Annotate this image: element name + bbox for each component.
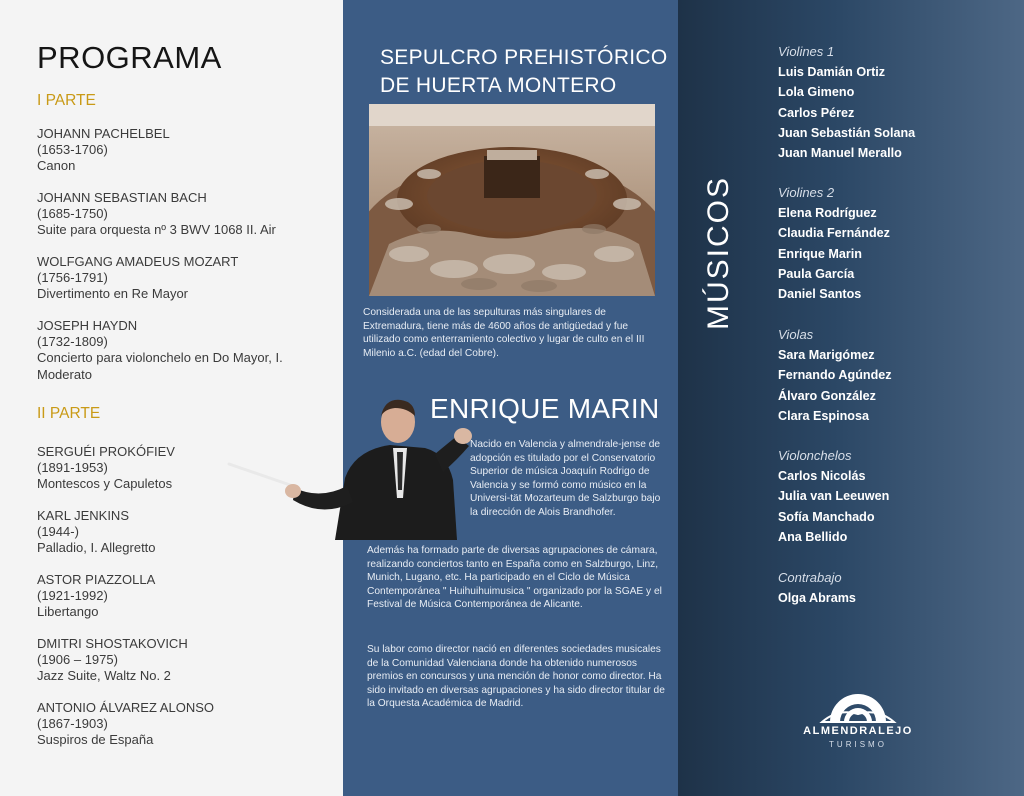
composer-dates: (1921-1992) — [37, 588, 108, 604]
director-bio-intro: Nacido en Valencia y almendrale-jense de adopción es titulado por el Conservatorio Superior de música Joaquín Rodrigo de Valencia y se formó como músico en la Universi-tät Mozarteum de Salzburgo bajo la dirección de Alois Brandhofer. — [470, 439, 661, 518]
musicos-panel — [678, 0, 1024, 796]
musician-name: Daniel Santos — [778, 287, 862, 302]
programa-title: PROGRAMA — [37, 40, 222, 75]
musician-name: Clara Espinosa — [778, 408, 869, 423]
sepulcro-photo — [369, 104, 655, 296]
composer-name: KARL JENKINS — [37, 508, 129, 523]
info-panel — [343, 0, 678, 796]
composer-dates: (1685-1750) — [37, 206, 108, 222]
work-title: Canon — [37, 158, 76, 174]
musician-name: Enrique Marin — [778, 246, 862, 261]
piece-item — [37, 254, 337, 303]
composer-name: JOSEPH HAYDN — [37, 318, 138, 333]
logo-name: ALMENDRALEJO — [803, 725, 913, 737]
work-title: Suite para orquesta nº 3 BWV 1068 II. Air — [37, 222, 276, 238]
composer-dates: (1756-1791) — [37, 270, 108, 286]
piece-item — [37, 318, 337, 383]
work-title: Montescos y Capuletos — [37, 476, 173, 492]
musician-name: Paula García — [778, 266, 855, 281]
logo-arch-icon — [788, 682, 928, 724]
sepulcro-title-line2: DE HUERTA MONTERO — [380, 74, 617, 97]
composer-name: WOLFGANG AMADEUS MOZART — [37, 254, 239, 269]
musician-name: Álvaro González — [778, 388, 876, 403]
director-bio-paragraph: Su labor como director nació en diferentes sociedades musicales de la Comunidad Valenciana donde ha obtenido numerosos premios en concursos y una mención de honor como director. Ha sido invitado en diversas agrupaciones y ha sido director titular de la Orquesta Académica de Madrid. — [367, 644, 665, 710]
composer-name: JOHANN PACHELBEL — [37, 126, 170, 141]
group-label: Violonchelos — [778, 448, 852, 463]
musician-name: Ana Bellido — [778, 529, 848, 544]
piece-item — [37, 572, 337, 621]
composer-dates: (1944-) — [37, 524, 79, 540]
musician-name: Fernando Agúndez — [778, 368, 892, 383]
sepulcro-title — [380, 44, 670, 100]
musician-name: Sofía Manchado — [778, 509, 875, 524]
musician-name: Luis Damián Ortiz — [778, 65, 886, 79]
composer-dates: (1906 – 1975) — [37, 652, 118, 668]
composer-name: SERGUÉI PROKÓFIEV — [37, 444, 175, 459]
almendralejo-logo — [788, 682, 928, 772]
musician-name: Lola Gimeno — [778, 85, 855, 100]
musician-name: Carlos Pérez — [778, 105, 855, 120]
work-title: Jazz Suite, Waltz No. 2 — [37, 668, 171, 684]
work-title: Divertimento en Re Mayor — [37, 286, 188, 302]
musician-name: Juan Manuel Merallo — [778, 146, 902, 161]
group-label: Violines 2 — [778, 185, 835, 200]
composer-dates: (1891-1953) — [37, 460, 108, 476]
musician-name: Carlos Nicolás — [778, 469, 866, 483]
sepulcro-description: Considerada una de las sepulturas más singulares de Extremadura, tiene más de 4600 años de antigüedad y fue utilizado como enterramiento colectivo y lugar de culto en el III Milenio a.C. (edad del Cobre). — [363, 307, 645, 359]
piece-item — [37, 636, 337, 685]
musician-name: Olga Abrams — [778, 591, 856, 605]
composer-name: DMITRI SHOSTAKOVICH — [37, 636, 188, 651]
composer-dates: (1732-1809) — [37, 334, 108, 350]
logo-subtitle: TURISMO — [829, 740, 887, 749]
work-title: Libertango — [37, 604, 99, 620]
composer-dates: (1867-1903) — [37, 716, 108, 732]
work-title: Suspiros de España — [37, 732, 154, 748]
sepulcro-title-line1: SEPULCRO PREHISTÓRICO — [380, 46, 668, 69]
work-title: Palladio, I. Allegretto — [37, 540, 156, 556]
work-title: Concierto para violonchelo en Do Mayor, I. Moderato — [37, 350, 283, 382]
musician-name: Elena Rodríguez — [778, 206, 877, 220]
composer-name: JOHANN SEBASTIAN BACH — [37, 190, 207, 205]
part1-heading: I PARTE — [37, 92, 96, 109]
composer-name: ASTOR PIAZZOLLA — [37, 572, 156, 587]
piece-item — [37, 190, 337, 239]
musician-group-contrabajo — [778, 568, 1018, 608]
group-label: Violas — [778, 327, 814, 342]
musician-group-violines-1 — [778, 42, 1018, 163]
composer-dates: (1653-1706) — [37, 142, 108, 158]
piece-item — [37, 700, 337, 749]
musician-name: Julia van Leeuwen — [778, 489, 890, 504]
composer-name: ANTONIO ÁLVAREZ ALONSO — [37, 700, 214, 715]
musician-group-violonchelos — [778, 446, 1018, 547]
part2-heading: II PARTE — [37, 405, 101, 422]
musician-group-violines-2 — [778, 183, 1018, 304]
group-label: Violines 1 — [778, 44, 835, 59]
musician-name: Claudia Fernández — [778, 226, 890, 241]
director-bio-paragraph: Además ha formado parte de diversas agrupaciones de cámara, realizando conciertos tanto en España como en Salzburgo, Linz, Munich, Lugano, etc. Ha participado en el Ciclo de Música Contemporánea " Huihuihuimusica " organizado por la SGAE y el Festival de Música Contemporánea de Alicante. — [367, 545, 662, 611]
conductor-photo — [225, 390, 485, 550]
group-label: Contrabajo — [778, 570, 842, 585]
musicos-title: MÚSICOS — [702, 175, 735, 330]
director-name: ENRIQUE MARIN — [430, 393, 660, 424]
musician-group-violas — [778, 325, 1018, 426]
musician-name: Sara Marigómez — [778, 348, 875, 362]
piece-item — [37, 126, 337, 175]
musician-name: Juan Sebastián Solana — [778, 125, 916, 140]
